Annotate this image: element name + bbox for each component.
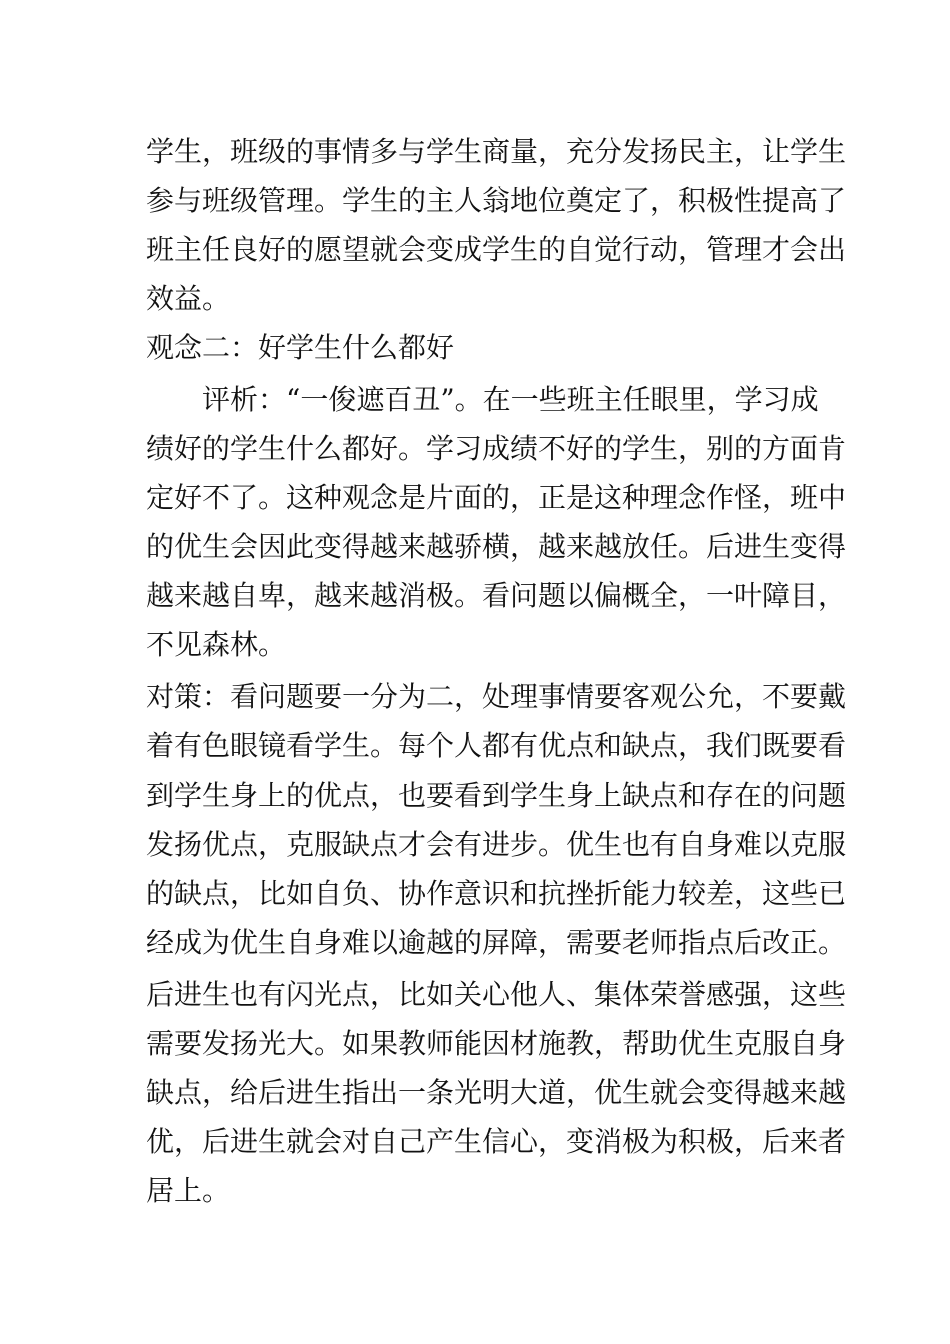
text-line: 到学生身上的优点，也要看到学生身上缺点和存在的问题 [146, 779, 847, 812]
text-line: 发扬优点，克服缺点才会有进步。优生也有自身难以克服 [146, 828, 847, 861]
text-line: 班主任良好的愿望就会变成学生的自觉行动，管理才会出 [146, 233, 847, 266]
text-line: 越来越自卑，越来越消极。看问题以偏概全，一叶障目， [146, 579, 847, 612]
text-line: 效益。 [146, 282, 231, 315]
text-line: 对策：看问题要一分为二，处理事情要客观公允，不要戴 [146, 680, 847, 713]
text-line: 需要发扬光大。如果教师能因材施教，帮助优生克服自身 [146, 1027, 847, 1060]
text-line: 学生，班级的事情多与学生商量，充分发扬民主，让学生 [146, 135, 847, 168]
text-line: 缺点，给后进生指出一条光明大道，优生就会变得越来越 [146, 1076, 847, 1109]
text-line: 的缺点，比如自负、协作意识和抗挫折能力较差，这些已 [146, 877, 847, 910]
text-line: 经成为优生自身难以逾越的屏障，需要老师指点后改正。 [146, 926, 847, 959]
text-line: 优，后进生就会对自己产生信心，变消极为积极，后来者 [146, 1125, 847, 1158]
text-line: 定好不了。这种观念是片面的，正是这种理念作怪，班中 [146, 481, 847, 514]
section-heading: 观念二：好学生什么都好 [146, 331, 455, 364]
text-line: 绩好的学生什么都好。学习成绩不好的学生，别的方面肯 [146, 432, 847, 465]
text-line: 评析：“一俊遮百丑”。在一些班主任眼里，学习成 [202, 383, 819, 416]
text-line: 不见森林。 [146, 628, 287, 661]
text-line: 居上。 [146, 1174, 231, 1207]
text-line: 的优生会因此变得越来越骄横，越来越放任。后进生变得 [146, 530, 847, 563]
text-line: 参与班级管理。学生的主人翁地位奠定了，积极性提高了 [146, 184, 847, 217]
text-line: 着有色眼镜看学生。每个人都有优点和缺点，我们既要看 [146, 729, 847, 762]
text-line: 后进生也有闪光点，比如关心他人、集体荣誉感强，这些 [146, 978, 847, 1011]
